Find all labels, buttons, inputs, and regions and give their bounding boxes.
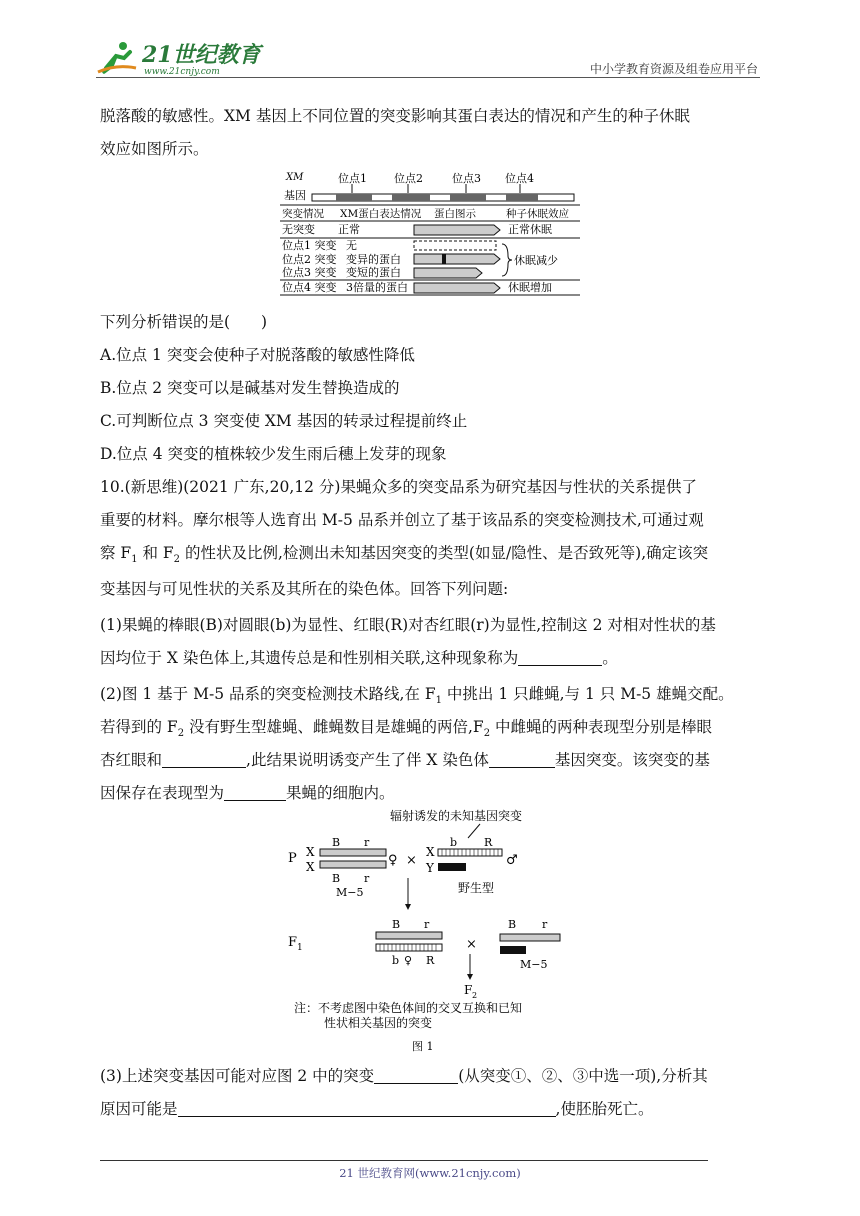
answer-blank-1	[518, 649, 602, 666]
svg-text:图 1: 图 1	[412, 1040, 434, 1053]
svg-text:M−5: M−5	[520, 958, 548, 971]
svg-text:休眠增加: 休眠增加	[508, 281, 552, 294]
svg-text:1: 1	[297, 943, 303, 953]
xm-gene-figure	[280, 168, 582, 296]
footer-text: 21 世纪教育网(www.21cnjy.com)	[339, 1166, 521, 1180]
svg-text:B: B	[332, 836, 341, 849]
site-logo	[96, 38, 266, 78]
svg-text:R: R	[484, 836, 493, 849]
svg-text:位点3: 位点3	[452, 172, 481, 185]
answer-blank-3	[489, 751, 555, 768]
q10-line-1: 10.(新思维)(2021 广东,20,12 分)果蝇众多的突变品系为研究基因与性状的关系提供了	[100, 478, 697, 496]
q9-stem: 下列分析错误的是( )	[100, 313, 268, 331]
svg-text:2: 2	[472, 991, 478, 1000]
svg-text:X: X	[306, 845, 315, 859]
q9-option-c: C.可判断位点 3 突变使 XM 基因的转录过程提前终止	[100, 412, 468, 430]
intro-line-2: 效应如图所示。	[100, 140, 209, 158]
runner-icon	[98, 42, 136, 72]
svg-text:蛋白图示: 蛋白图示	[434, 208, 476, 220]
svg-text:位点2: 位点2	[394, 172, 423, 185]
svg-text:XM蛋白表达情况: XM蛋白表达情况	[340, 208, 422, 220]
svg-text:r: r	[364, 872, 370, 885]
svg-text:r: r	[364, 836, 370, 849]
svg-text:♂: ♂	[506, 853, 518, 868]
sub2-line-1: (2)图 1 基于 M-5 品系的突变检测技术路线,在 $F_1$ 中挑出 1 只雌蝇,与 1 只 M-5 雄蝇交配。	[100, 685, 734, 707]
svg-text:位点4 突变: 位点4 突变	[282, 281, 337, 294]
svg-text:F: F	[464, 983, 473, 997]
svg-text:基因: 基因	[284, 189, 306, 202]
svg-text:种子休眠效应: 种子休眠效应	[506, 208, 569, 220]
sub3-line-2: 原因可能是 ,使胚胎死亡。	[100, 1100, 654, 1118]
answer-blank-4	[224, 784, 286, 801]
svg-text:位点4: 位点4	[505, 172, 534, 185]
svg-text:X: X	[426, 845, 435, 859]
svg-text:正常休眠: 正常休眠	[508, 223, 552, 236]
svg-text:Y: Y	[426, 861, 434, 875]
svg-text:B: B	[392, 918, 401, 931]
sub2-line-3: 杏红眼和 ,此结果说明诱变产生了伴 X 染色体 基因突变。该突变的基	[100, 751, 710, 769]
svg-text:位点1: 位点1	[338, 172, 367, 185]
header-divider	[96, 77, 760, 78]
answer-blank-5	[374, 1067, 458, 1084]
q10-line-2: 重要的材料。摩尔根等人选育出 M-5 品系并创立了基于该品系的突变检测技术,可通过观	[100, 511, 704, 529]
intro-line-1: 脱落酸的敏感性。XM 基因上不同位置的突变影响其蛋白表达的情况和产生的种子休眠	[100, 107, 690, 125]
svg-text:r: r	[424, 918, 430, 931]
logo-url: www.21cnjy.com	[144, 67, 220, 77]
answer-blank-2	[162, 751, 246, 768]
svg-text:性状相关基因的突变: 性状相关基因的突变	[324, 1016, 433, 1030]
svg-text:3倍量的蛋白: 3倍量的蛋白	[346, 281, 408, 294]
svg-text:变异的蛋白: 变异的蛋白	[346, 253, 401, 266]
q9-option-b: B.位点 2 突变可以是碱基对发生替换造成的	[100, 379, 400, 397]
svg-text:突变情况: 突变情况	[282, 208, 324, 220]
svg-text:位点3 突变: 位点3 突变	[282, 266, 337, 279]
sub1-line-2: 因均位于 X 染色体上,其遗传总是和性别相关联,这种现象称为 。	[100, 649, 618, 667]
svg-text:无突变: 无突变	[282, 223, 315, 236]
svg-text:R: R	[426, 954, 435, 967]
svg-text:无: 无	[346, 239, 357, 252]
figure-1	[280, 806, 580, 1056]
svg-text:位点2 突变: 位点2 突变	[282, 253, 337, 266]
svg-text:休眠减少: 休眠减少	[514, 254, 558, 267]
q10-line-3: 察 $F_1$ 和 $F_2$ 的性状及比例,检测出未知基因突变的类型(如显/隐性、是否致死等),确定该突	[100, 544, 709, 566]
svg-text:b: b	[450, 836, 458, 849]
logo-text: 21世纪教育	[142, 42, 261, 68]
svg-text:×: ×	[406, 853, 417, 868]
svg-text:位点1 突变: 位点1 突变	[282, 239, 337, 252]
svg-text:野生型: 野生型	[458, 881, 495, 895]
q10-line-4: 变基因与可见性状的关系及其所在的染色体。回答下列问题:	[100, 580, 509, 598]
svg-text:辐射诱发的未知基因突变: 辐射诱发的未知基因突变	[390, 809, 523, 823]
svg-text:注：不考虑图中染色体间的交叉互换和已知: 注：不考虑图中染色体间的交叉互换和已知	[294, 1001, 523, 1015]
q9-option-a: A.位点 1 突变会使种子对脱落酸的敏感性降低	[100, 346, 415, 364]
svg-text:b: b	[392, 954, 400, 967]
svg-text:M−5: M−5	[336, 886, 364, 899]
answer-blank-6	[178, 1100, 556, 1117]
sub1-line-1: (1)果蝇的棒眼(B)对圆眼(b)为显性、红眼(R)对杏红眼(r)为显性,控制这 2 对相对性状的基	[100, 616, 716, 634]
sub2-line-2: 若得到的 $F_2$ 没有野生型雄蝇、雌蝇数目是雄蝇的两倍$,F_2$ 中雌蝇的两种表现型分别是棒眼	[100, 718, 712, 740]
q9-option-d: D.位点 4 突变的植株较少发生雨后穗上发芽的现象	[100, 445, 447, 463]
svg-text:XM: XM	[286, 172, 304, 183]
svg-text:♀: ♀	[388, 853, 398, 868]
sub2-line-4: 因保存在表现型为 果蝇的细胞内。	[100, 784, 395, 802]
header-platform-text: 中小学教育资源及组卷应用平台	[589, 62, 758, 76]
svg-text:F: F	[288, 935, 298, 950]
svg-text:B: B	[332, 872, 341, 885]
svg-text:♀: ♀	[404, 954, 413, 967]
svg-text:×: ×	[466, 937, 477, 952]
svg-text:B: B	[508, 918, 517, 931]
svg-text:X: X	[306, 860, 315, 874]
svg-text:正常: 正常	[338, 223, 360, 236]
footer-divider	[100, 1160, 708, 1161]
sub3-line-1: (3)上述突变基因可能对应图 2 中的突变 (从突变①、②、③中选一项),分析其	[100, 1067, 708, 1085]
svg-text:P: P	[288, 851, 297, 866]
svg-text:r: r	[542, 918, 548, 931]
svg-text:变短的蛋白: 变短的蛋白	[346, 266, 401, 279]
